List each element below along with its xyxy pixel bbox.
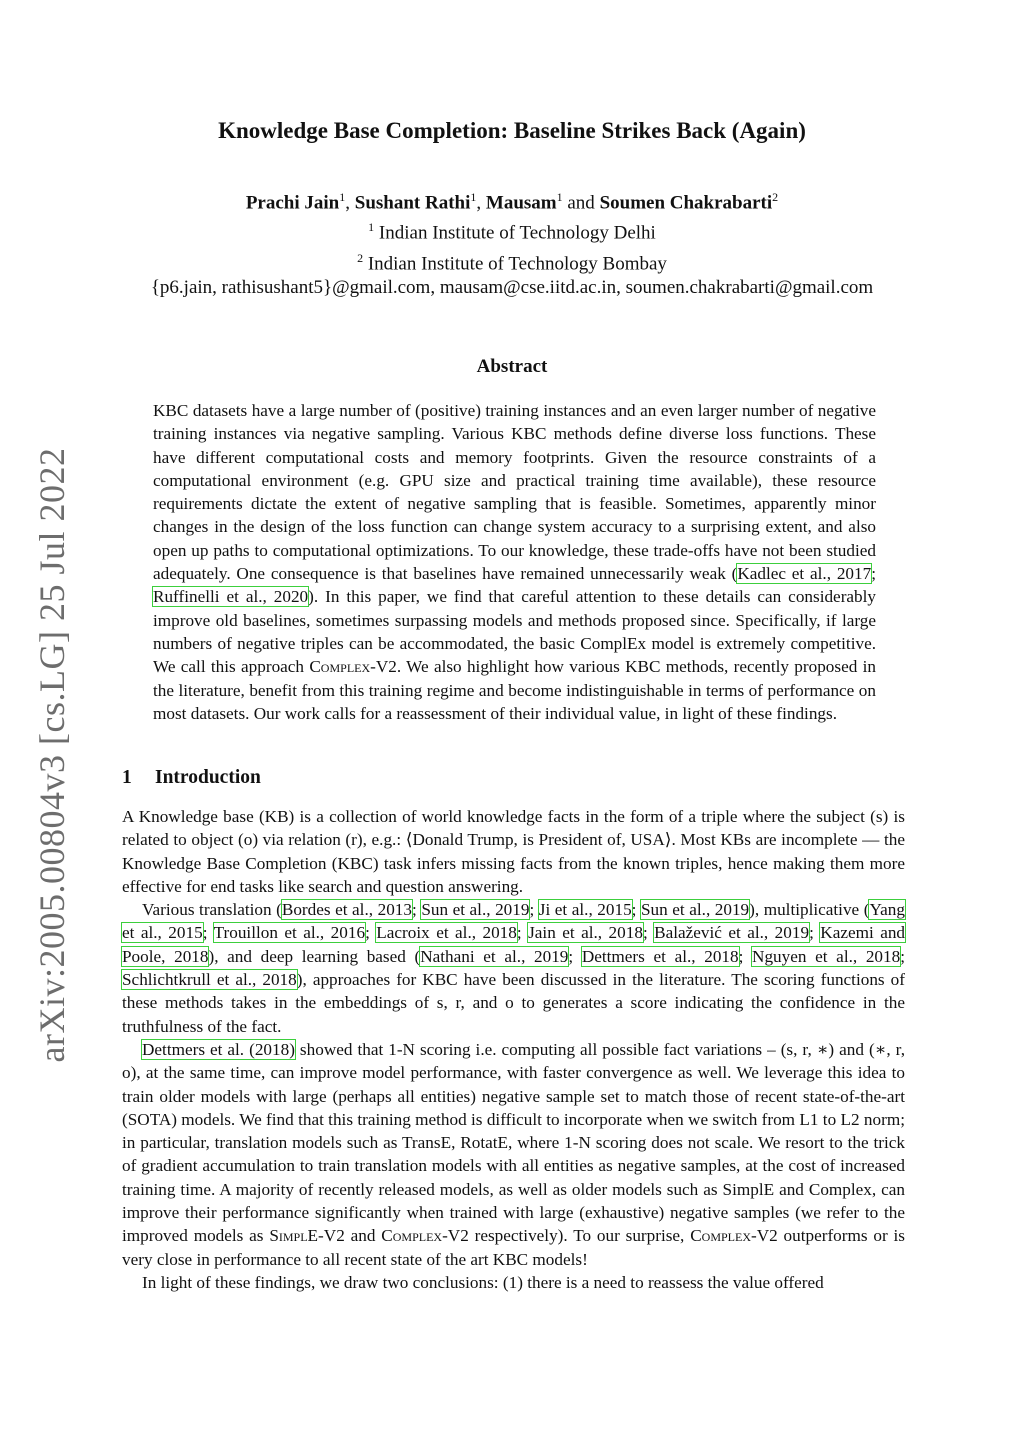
citation-link[interactable]: Jain et al., 2018: [528, 923, 643, 943]
affiliation-number: 1: [368, 220, 375, 235]
method-name: Complex-V2: [381, 1226, 469, 1246]
paragraph: [122, 1038, 905, 1271]
text-segment: ), approaches for KBC have been discussed in the literature. The scoring functions of these methods takes in the embeddings of s, r, and o to generates a score indicating the confidence in the truthfulness of the fact.: [122, 970, 905, 1036]
paragraph: In light of these findings, we draw two conclusions: (1) there is a need to reassess the value offered: [142, 1272, 824, 1292]
citation-link[interactable]: Kadlec et al., 2017: [737, 564, 872, 584]
author-name: Mausam: [485, 192, 557, 214]
paper-title: Knowledge Base Completion: Baseline Strikes Back (Again): [218, 118, 806, 143]
text-segment: Various translation (: [142, 900, 282, 920]
author-affiliation-mark: 1: [339, 190, 346, 204]
affiliation-line: [0, 246, 1024, 276]
citation-link[interactable]: Nathani et al., 2019: [420, 946, 569, 966]
paragraph: Various translation (Bordes et al., 2013; Sun et al., 2019; Ji et al., 2015; Sun et al., 2019), multiplicative (Yang et al., 2015; Trouillon et al., 2016; Lacroix et al., 2018; Jain et al., 2018; Balažević et al., 2019; Kazemi and Poole, 2018), and deep learning based (Nathani et al., 2019; Dettmers et al., 2018; Nguyen et al., 2018; Schlichtkrull et al., 2018), approaches for KBC have been discussed in the literature. The scoring functions of these methods takes in the embeddings of s, r, and o to generates a score indicating the confidence in the truthfulness of the fact.: [122, 900, 906, 1036]
citation-link[interactable]: Yang et al., 2015: [122, 900, 905, 943]
citation-link[interactable]: Ji et al., 2015: [538, 900, 632, 920]
section-heading: [122, 767, 261, 789]
paragraph: A Knowledge base (KB) is a collection of world knowledge facts in the form of a triple where the subject (s) is related to object (o) via relation (r), e.g.: ⟨Donald Trump, is President of, USA⟩. Most KBs are incomplete — the Knowledge Base Completion (KBC) task infers missing facts from the known triples, hence making them more effective for end tasks like search and question answering.: [122, 807, 905, 896]
author-affiliation-mark: 1: [470, 190, 477, 204]
author-name: Prachi Jain: [245, 192, 340, 214]
citation-link[interactable]: Schlichtkrull et al., 2018: [122, 970, 297, 990]
abstract-separator: ;: [871, 564, 876, 584]
citation-link[interactable]: Dettmers et al., 2018: [581, 946, 739, 966]
affiliation-number: 2: [357, 250, 364, 265]
text-segment: respectively). To our surprise,: [468, 1226, 691, 1246]
citation-link[interactable]: Sun et al., 2019: [421, 900, 530, 920]
text-segment: and: [344, 1226, 382, 1246]
method-name: Complex-V2: [309, 657, 397, 677]
citation-link[interactable]: Dettmers et al. (2018): [142, 1039, 295, 1059]
text-segment: ), and deep learning based (: [208, 946, 421, 966]
method-name: Complex-V2: [690, 1226, 778, 1246]
citation-link[interactable]: Ruffinelli et al., 2020: [153, 587, 309, 607]
abstract-text: [153, 399, 876, 725]
abstract-segment: . We also highlight how various KBC methods, recently proposed in the literature, benefit from this training regime and become indistinguishable in terms of performance on most datasets. Our work calls for a reassessment of their individual value, in light of these findings.: [153, 657, 876, 723]
abstract-segment: ). In this paper, we find that careful attention to these details can considerably improve old baselines, sometimes surpassing models and methods proposed since. Specifically, if large numbers of negative triples can be accommodated, the basic ComplEx model is extremely competitive. We call this approach: [153, 587, 877, 677]
citation-link[interactable]: Bordes et al., 2013: [281, 900, 412, 920]
text-segment: ), multiplicative (: [749, 900, 870, 920]
citation-link[interactable]: Kazemi and Poole, 2018: [122, 923, 906, 966]
section-title: Introduction: [155, 767, 261, 788]
citation-link[interactable]: Nguyen et al., 2018: [752, 946, 901, 966]
introduction-body: [122, 805, 905, 1294]
author-line: Prachi Jain$^1$, Sushant Rathi$^1$, Mausam$^1$ and Soumen Chakrabarti$^2$: [245, 190, 779, 214]
text-segment: outperforms or is very close in performance to all recent state of the art KBC models!: [122, 1226, 905, 1269]
section-number: 1: [122, 767, 132, 788]
citation-link[interactable]: Trouillon et al., 2016: [213, 923, 366, 943]
arxiv-identifier: arXiv:2005.00804v3 [cs.LG] 25 Jul 2022: [32, 447, 72, 1063]
citation-link[interactable]: Lacroix et al., 2018: [376, 923, 517, 943]
abstract-segment: KBC datasets have a large number of (positive) training instances and an even larger number of negative training instances via negative sampling. Various KBC methods define diverse loss functions. These have different computational costs and memory footprints. Given the resource constraints of a computational environment (e.g. GPU size and practical training time available), these resource requirements dictate the extent of negative sampling that is feasible. Sometimes, apparently minor changes in the design of the loss function can change system accuracy to a surprising extent, and also open up paths to computational optimizations. To our knowledge, these trade-offs have not been studied adequately. One consequence is that baselines have remained unnecessarily weak (: [153, 401, 876, 584]
affiliation-line: [0, 215, 1024, 245]
and-word: and: [567, 192, 595, 214]
author-affiliation-mark: 2: [772, 190, 779, 204]
author-block: [0, 185, 1024, 300]
affiliation-text: Indian Institute of Technology Bombay: [367, 252, 667, 274]
author-name: Soumen Chakrabarti: [599, 192, 773, 214]
author-affiliation-mark: 1: [556, 190, 563, 204]
method-name: SimplE-V2: [269, 1226, 345, 1246]
affiliation-text: Indian Institute of Technology Delhi: [378, 222, 656, 244]
author-name: Sushant Rathi: [354, 192, 471, 214]
author-emails: {p6.jain, rathisushant5}@gmail.com, mausam@cse.iitd.ac.in, soumen.chakrabarti@gmail.com: [150, 276, 874, 298]
abstract-heading: Abstract: [476, 356, 548, 377]
text-segment: showed that 1-N scoring i.e. computing all possible fact variations – (s, r, ∗) and (∗, r, o), at the same time, can improve model performance, with faster convergence as well. We leverage this idea to train older models with large (perhaps all entities) negative sample set to match those of recent state-of-the-art (SOTA) models. We find that this training method is difficult to incorporate when we switch from L1 to L2 norm; in particular, translation models such as TransE, RotatE, where 1-N scoring does not scale. We resort to the trick of gradient accumulation to train translation models with all entities as negative samples, at the cost of increased training time. A majority of recently released models, as well as older models such as SimplE and Complex, can improve their performance significantly when trained with large (exhaustive) negative samples (we refer to the improved models as: [122, 1039, 905, 1246]
citation-link[interactable]: Sun et al., 2019: [641, 900, 750, 920]
citation-link[interactable]: Balažević et al., 2019: [654, 923, 810, 943]
